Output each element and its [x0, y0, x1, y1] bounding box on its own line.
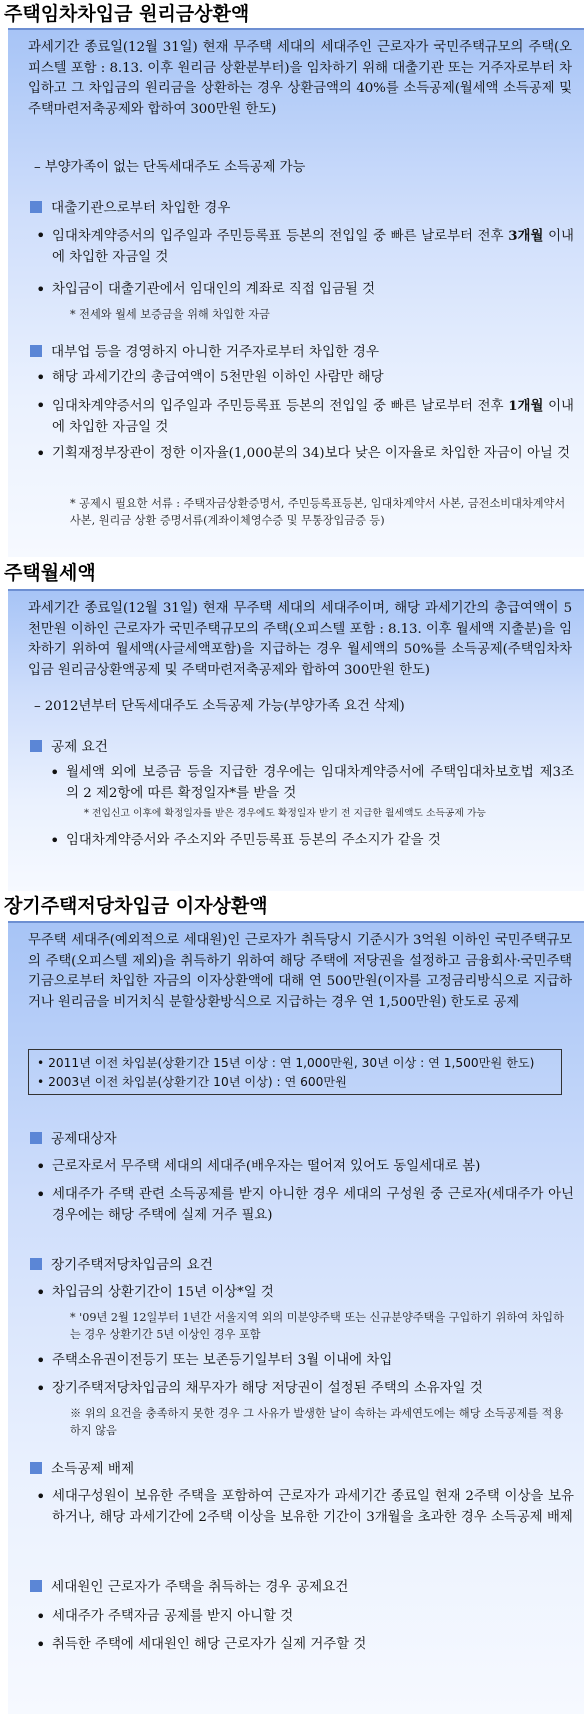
bullet-icon: •	[36, 396, 46, 415]
bullet-icon: •	[36, 1157, 46, 1176]
bullet-icon: •	[36, 1635, 46, 1654]
footnote: * 전입신고 이후에 확정일자를 받은 경우에도 확정일자 받기 전 지급한 월세액도 소득공제 가능	[84, 808, 486, 819]
bullet-icon: •	[36, 1351, 46, 1370]
list-item: • 차입금이 대출기관에서 임대인의 계좌로 직접 입금될 것	[36, 280, 376, 299]
list-item: • 차입금의 상환기간이 15년 이상*일 것	[36, 1283, 274, 1302]
footnote: * '09년 2월 12일부터 1년간 서울지역 외의 미분양주택 또는 신규분양주택을 구입하기 위하여 차입하는 경우 상환기간 5년 이상인 경우 포함	[70, 1311, 564, 1341]
bullet-icon: •	[50, 831, 60, 850]
section-title-lease-loan: 주택임차차입금 원리금상환액	[4, 3, 250, 25]
footnote: * 공제시 필요한 서류 : 주택자금상환증명서, 주민등록표등본, 임대차계약서 사본, 금전소비대차계약서 사본, 원리금 상환 증명서류(계좌이체영수증 및 무통장입금증 등)	[70, 497, 566, 527]
section-panel-mortgage-interest	[8, 921, 584, 1714]
list-item: • 세대주가 주택자금 공제를 받지 아니할 것	[36, 1607, 294, 1626]
list-item: • 월세액 외에 보증금 등을 지급한 경우에는 임대차계약증서에 주택임대차보호법 제3조의 2 제2항에 따른 확정일자*를 받을 것	[50, 763, 574, 801]
list-item: • 세대주가 주택 관련 소득공제를 받지 아니한 경우 세대의 구성원 중 근로자(세대주가 아닌 경우에는 해당 주택에 실제 거주 필요)	[36, 1185, 574, 1223]
square-bullet-icon	[30, 1462, 42, 1474]
subheading: 공제 요건	[30, 737, 108, 757]
list-item: • 근로자로서 무주택 세대의 세대주(배우자는 떨어져 있어도 동일세대로 봄)	[36, 1157, 481, 1176]
list-item: • 임대차계약증서의 입주일과 주민등록표 등본의 전입일 중 빠른 날로부터 전후 1개월 이내에 차입한 자금일 것	[36, 396, 574, 435]
section-intro: 무주택 세대주(예외적으로 세대원)인 근로자가 취득당시 기준시가 3억원 이하인 국민주택규모의 주택(오피스텔 제외)을 취득하기 위하여 해당 주택에 저당권을 설정하고 금융회사·국민주택기금으로부터 차입한 자금의 이자상환액에 대해 연 500만원(이자를 고정금리방식으로 지급하거나 원리금을 비거치식 분할상환방식으로 지급하는 경우 연 1,500만원) 한도로 공제	[28, 933, 572, 1010]
bullet-icon: •	[36, 226, 46, 245]
bullet-icon: •	[36, 1379, 46, 1398]
bullet-icon: •	[50, 763, 60, 782]
section-panel-monthly-rent	[8, 589, 584, 891]
subheading: 장기주택저당차입금의 요건	[30, 1255, 213, 1275]
list-item: • 해당 과세기간의 총급여액이 5천만원 이하인 사람만 해당	[36, 368, 384, 387]
info-box	[28, 1049, 562, 1095]
list-item: • 임대차계약증서와 주소지와 주민등록표 등본의 주소지가 같을 것	[50, 831, 441, 850]
bullet-icon: •	[36, 1283, 46, 1302]
subheading: 소득공제 배제	[30, 1459, 134, 1479]
square-bullet-icon	[30, 1132, 42, 1144]
section-panel-lease-loan	[8, 28, 584, 557]
list-item: • 기획재정부장관이 정한 이자율(1,000분의 34)보다 낮은 이자율로 차입한 자금이 아닐 것	[36, 444, 571, 463]
square-bullet-icon	[30, 345, 42, 357]
bullet-icon: •	[36, 1487, 46, 1506]
section-intro: 과세기간 종료일(12월 31일) 현재 무주택 세대의 세대주이며, 해당 과세기간의 총급여액이 5천만원 이하인 근로자가 국민주택규모의 주택(오피스텔 포함 : 8.13. 이후 월세액 지출분)을 임차하기 위하여 월세액(사글세액포함)을 지급하는 경우 월세액의 50%를 소득공제(주택임차차입금 원리금상환액공제 및 주택마련저축공제와 합하여 300만원 한도)	[28, 601, 572, 678]
bullet-icon: •	[36, 1607, 46, 1626]
bullet-icon: •	[36, 1185, 46, 1204]
section-title-monthly-rent: 주택월세액	[4, 562, 96, 584]
info-box-line: • 2003년 이전 차입분(상환기간 10년 이상) : 연 600만원	[37, 1075, 347, 1089]
info-box-line: • 2011년 이전 차입분(상환기간 15년 이상 : 연 1,000만원, 30년 이상 : 연 1,500만원 한도)	[37, 1056, 535, 1070]
section-title-mortgage-interest: 장기주택저당차입금 이자상환액	[4, 895, 268, 917]
bullet-icon: •	[36, 280, 46, 299]
subheading: 대출기관으로부터 차입한 경우	[30, 198, 230, 218]
list-item: • 주택소유권이전등기 또는 보존등기일부터 3월 이내에 차입	[36, 1351, 393, 1370]
list-item: • 임대차계약증서의 입주일과 주민등록표 등본의 전입일 중 빠른 날로부터 전후 3개월 이내에 차입한 자금일 것	[36, 226, 574, 265]
section-intro: 과세기간 종료일(12월 31일) 현재 무주택 세대의 세대주인 근로자가 국민주택규모의 주택(오피스텔 포함 : 8.13. 이후 원리금 상환분부터)을 임차하기 위해 대출기관 또는 거주자로부터 차입하고 그 차입금의 원리금을 상환하는 경우 상환금액의 40%를 소득공제(월세액 소득공제 및 주택마련저축공제와 합하여 300만원 한도)	[28, 40, 572, 117]
subheading: 세대원인 근로자가 주택을 취득하는 경우 공제요건	[30, 1577, 348, 1597]
footnote: * 전세와 월세 보증금을 위해 차입한 자금	[70, 308, 270, 321]
square-bullet-icon	[30, 201, 42, 213]
subheading: 대부업 등을 경영하지 아니한 거주자로부터 차입한 경우	[30, 342, 379, 362]
list-item: • 장기주택저당차입금의 채무자가 해당 저당권이 설정된 주택의 소유자일 것	[36, 1379, 483, 1398]
square-bullet-icon	[30, 1258, 42, 1270]
dash-note: – 2012년부터 단독세대주도 소득공제 가능(부양가족 요건 삭제)	[34, 699, 405, 714]
subheading: 공제대상자	[30, 1129, 117, 1149]
square-bullet-icon	[30, 740, 42, 752]
footnote: ※ 위의 요건을 충족하지 못한 경우 그 사유가 발생한 날이 속하는 과세연도에는 해당 소득공제를 적용하지 않음	[70, 1407, 564, 1437]
bullet-icon: •	[36, 368, 46, 387]
dash-note: – 부양가족이 없는 단독세대주도 소득공제 가능	[34, 160, 306, 175]
list-item: • 취득한 주택에 세대원인 해당 근로자가 실제 거주할 것	[36, 1635, 367, 1654]
square-bullet-icon	[30, 1580, 42, 1592]
bullet-icon: •	[36, 444, 46, 463]
list-item: • 세대구성원이 보유한 주택을 포함하여 근로자가 과세기간 종료일 현재 2주택 이상을 보유하거나, 해당 과세기간에 2주택 이상을 보유한 기간이 3개월을 초과한 경우 소득공제 배제	[36, 1487, 574, 1525]
